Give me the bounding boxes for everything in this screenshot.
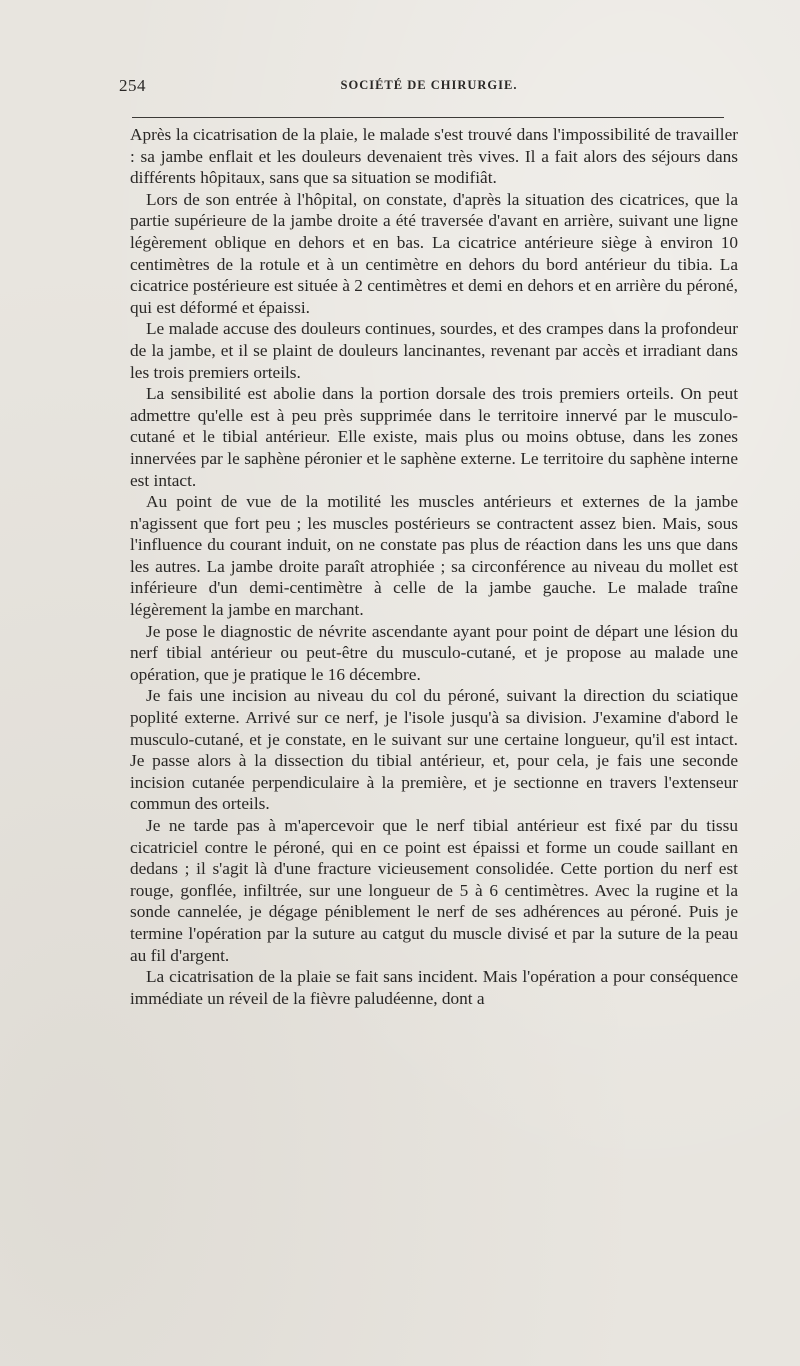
paragraph: La sensibilité est abolie dans la portion dorsale des trois premiers orteils. On peut admettre qu'elle est à peu près supprimée dans le territoire innervé par le musculo-cutané et le tibial antérieur. Elle existe, mais plus ou moins obtuse, dans les zones innervées par le saphène péronier et le saphène externe. Le territoire du saphène interne est intact. [130,384,738,490]
paragraph: La cicatrisation de la plaie se fait sans incident. Mais l'opération a pour conséquence immédiate un réveil de la fièvre paludéenne, dont a [130,967,738,1008]
paragraph: Lors de son entrée à l'hôpital, on constate, d'après la situation des cicatrices, que la partie supérieure de la jambe droite a été traversée d'avant en arrière, suivant une ligne légèrement oblique en dehors et en bas. La cicatrice antérieure siège à environ 10 centimètres de la rotule et à un centimètre en dehors du bord antérieur du tibia. La cicatrice postérieure est située à 2 centimètres et demi en dehors et en arrière du péroné, qui est déformé et épaissi. [130,189,738,317]
paragraph: Je fais une incision au niveau du col du péroné, suivant la direction du sciatique poplité externe. Arrivé sur ce nerf, je l'isole jusqu'à sa division. J'examine d'abord le musculo-cutané, et je constate, en le suivant sur une certaine longueur, qu'il est intact. Je passe alors à la dissection du tibial antérieur, et, pour cela, je fais une seconde incision cutanée perpendiculaire à la première, et je sectionne en travers l'extenseur commun des orteils. [130,686,738,814]
journal-title: SOCIÉTÉ DE CHIRURGIE. [340,78,518,92]
paragraph: Je pose le diagnostic de névrite ascendante ayant pour point de départ une lésion du nerf tibial antérieur ou peut-être du musculo-cutané, et je propose au malade une opération, que je pratique le 16 décembre. [130,621,738,684]
header-rule [132,117,724,118]
page-number: 254 [119,76,146,95]
paragraph: Je ne tarde pas à m'apercevoir que le nerf tibial antérieur est fixé par du tissu cicatriciel contre le péroné, qui en ce point est épaissi et forme un coude saillant en dedans ; il s'agit là d'une fracture vicieusement consolidée. Cette portion du nerf est rouge, gonflée, infiltrée, sur une longueur de 5 à 6 centimètres. Avec la rugine et la sonde cannelée, je dégage péniblement le nerf de ses adhérences au péroné. Puis je termine l'opération par la suture au catgut du muscle divisé et par la suture de la peau au fil d'argent. [130,816,738,965]
paragraph: Le malade accuse des douleurs continues, sourdes, et des crampes dans la profondeur de la jambe, et il se plaint de douleurs lancinantes, revenant par accès et irradiant dans les trois premiers orteils. [130,319,738,382]
body-text [130,124,738,1009]
paragraph: Au point de vue de la motilité les muscles antérieurs et externes de la jambe n'agissent que fort peu ; les muscles postérieurs se contractent assez bien. Mais, sous l'influence du courant induit, on ne constate pas plus de réaction dans les uns que dans les autres. La jambe droite paraît atrophiée ; sa circonférence au niveau du mollet est inférieure d'un demi-centimètre à celle de la jambe gauche. Le malade traîne légèrement la jambe en marchant. [130,492,738,620]
paragraph: Après la cicatrisation de la plaie, le malade s'est trouvé dans l'impossibilité de travailler : sa jambe enflait et les douleurs devenaient très vives. Il a fait alors des séjours dans différents hôpitaux, sans que sa situation se modifiât. [130,125,738,188]
running-head [119,76,739,100]
